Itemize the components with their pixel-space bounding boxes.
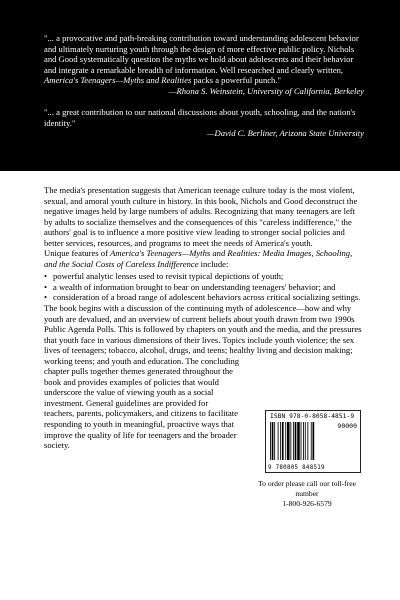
features-book-title: America's Teenagers—Myths and Realities: Media Images, Schooling, and the Social Costs of Careless Indifference xyxy=(44,248,353,269)
order-phone: 1-800-926-6579 xyxy=(282,499,332,508)
endorsement-1 xyxy=(44,33,364,96)
endorsement-1-pre: "... a provocative and path-breaking contribution toward understanding adolescent behavior and ultimately nurturing youth through the design of more effective public policy. Nichols and Good systematically question the myths we hold about adolescents and their behavior and integrate a remarkable breadth of information. Well researched and clearly written, xyxy=(44,33,359,75)
endorsement-1-post: packs a powerful punch." xyxy=(191,75,282,85)
isbn-text: ISBN 978-0-8058-4851-9 xyxy=(270,413,355,420)
features-pre: Unique features of xyxy=(44,248,111,259)
endorsement-1-title: America's Teenagers—Myths and Realities xyxy=(44,75,192,85)
endorsements-panel xyxy=(0,0,400,171)
barcode-stripe xyxy=(293,422,294,460)
barcode-stripe xyxy=(303,422,304,460)
endorsement-2-attribution: —David C. Berliner, Arizona State University xyxy=(206,128,364,138)
closing-paragraph: The book begins with a discussion of the continuing myth of adolescence—how and why youth are devalued, and an overview of current beliefs about youth drawn from two 1990s Public Agenda Polls. This is followed by chapters on youth and the media, and the pressures that youth face in various dimensions of their lives. Topics include youth violence; the sex lives of teenagers; tobacco, alcohol, drugs, and teens; healthy living and decision making; working teens; and youth and education. The concluding xyxy=(44,303,362,366)
closing-paragraph-wrap: chapter pulls together themes generated throughout the book and provides examples of policies that would underscore the value of viewing youth as a social investment. General guidelines are provided for teachers, parents, policymakers, and citizens to facilitate responding to youth in meaningful, proactive ways that improve the quality of life for teenagers and the broader society. xyxy=(44,366,238,451)
endorsement-2-text: "... a great contribution to our national discussions about youth, schooling, and the nation's identity." xyxy=(44,107,356,128)
endorsement-2 xyxy=(44,107,364,139)
barcode-stripe xyxy=(307,422,308,460)
features-intro xyxy=(44,248,364,269)
barcode-stripe xyxy=(280,422,281,460)
features-post: include: xyxy=(198,258,229,269)
barcode-stripe xyxy=(282,422,284,460)
list-item: • consideration of a broad range of adolescent behaviors across critical socializing settings. xyxy=(44,292,364,303)
barcode-stripe xyxy=(278,422,279,460)
endorsement-1-attribution: —Rhona S. Weinstein, University of California, Berkeley xyxy=(168,85,364,96)
features-list xyxy=(44,271,364,303)
barcode-stripe xyxy=(272,422,274,460)
list-item: • a wealth of information brought to bear on understanding teenagers' behavior; and xyxy=(44,282,364,293)
barcode-stripe xyxy=(297,422,300,460)
order-line: To order please call our toll-free number xyxy=(258,479,356,498)
barcode-number: 9 780805 848519 xyxy=(268,465,325,471)
order-info xyxy=(248,479,366,509)
barcode-stripe xyxy=(295,422,297,460)
barcode-stripe xyxy=(311,422,312,460)
barcode-stripe xyxy=(287,422,290,460)
barcode-stripe xyxy=(270,422,271,460)
list-item: • powerful analytic lenses used to revisit typical depictions of youth; xyxy=(44,271,364,282)
barcode-stripe xyxy=(290,422,291,460)
barcode-bars xyxy=(270,422,330,460)
intro-paragraph: The media's presentation suggests that American teenage culture today is the most violent, sexual, and amoral youth culture in history. In this book, Nichols and Good deconstruct the negative images held by large numbers of adults. Recognizing that many teenagers are left by adults to socialize themselves and the consequences of this "careless indifference," the authors' goal is to influence a more positive view leading to stronger social policies and better services, resources, and programs to meet the needs of America's youth. xyxy=(44,185,358,248)
barcode-stripe xyxy=(305,422,306,460)
barcode-stripe xyxy=(313,422,315,460)
price-code: 90000 xyxy=(337,422,357,430)
isbn-barcode xyxy=(265,410,361,473)
barcode-stripe xyxy=(301,422,302,460)
endorsement-1-text xyxy=(44,33,364,86)
barcode-stripe xyxy=(274,422,275,460)
barcode-stripe xyxy=(285,422,286,460)
